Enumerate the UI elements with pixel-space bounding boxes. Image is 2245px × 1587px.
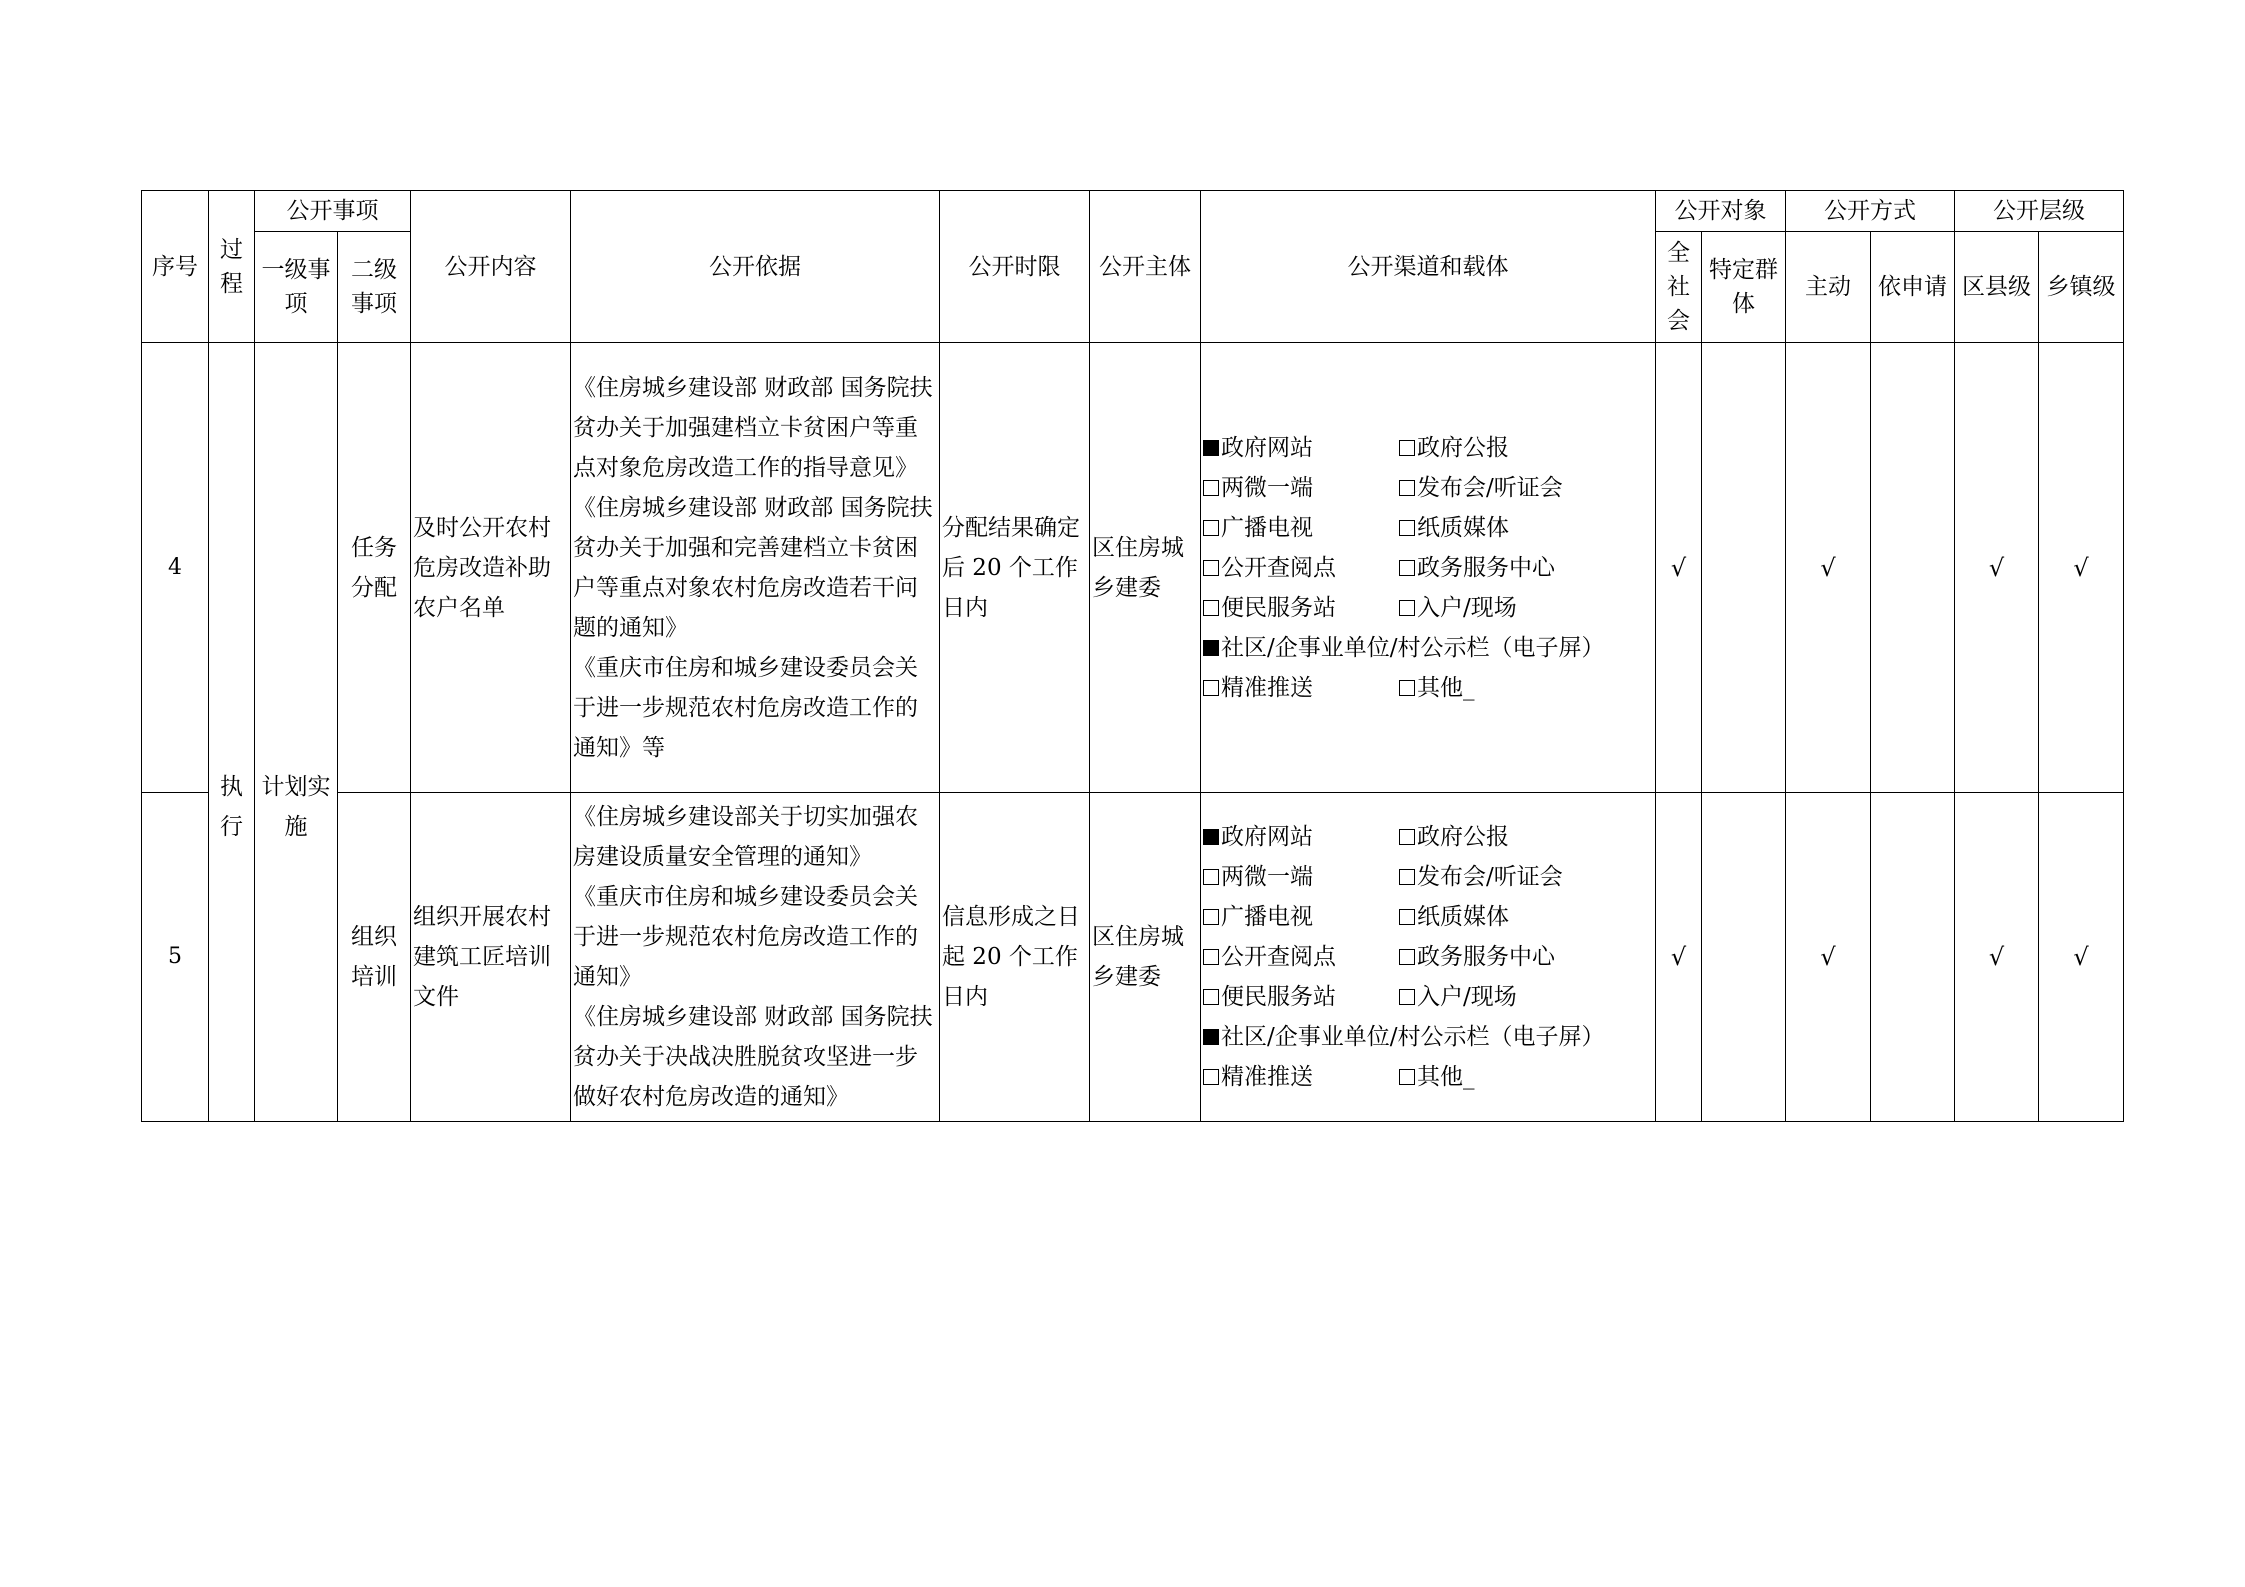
target-specific-mark (1702, 793, 1786, 1122)
header-target-specific: 特定群体 (1702, 232, 1786, 343)
channel-label: 入户/现场 (1417, 984, 1517, 1010)
channel-label: 政府网站 (1221, 824, 1313, 850)
channel-option (1399, 977, 1656, 1017)
method-active-mark: √ (1786, 343, 1871, 793)
channel-option (1399, 817, 1656, 857)
unchecked-box-icon (1203, 680, 1219, 696)
unchecked-box-icon (1203, 869, 1219, 885)
header-level1: 一级事项 (255, 232, 338, 343)
channel-option (1399, 548, 1656, 588)
channel-option (1399, 468, 1656, 508)
channel-option (1399, 857, 1656, 897)
unchecked-box-icon (1399, 869, 1415, 885)
channel-option (1203, 508, 1399, 548)
level-town-mark: √ (2039, 793, 2124, 1122)
basis-cell (571, 793, 940, 1122)
checked-box-icon (1203, 440, 1219, 456)
disclosure-table (141, 190, 2124, 1122)
channel-label: 其他_ (1417, 1064, 1475, 1090)
header-time-limit: 公开时限 (940, 191, 1090, 343)
channel-option (1399, 937, 1656, 977)
channel-option (1399, 1057, 1656, 1097)
basis-document: 《住房城乡建设部 财政部 国务院扶贫办关于加强和完善建档立卡贫困户等重点对象农村危房改造若干问题的通知》 (573, 494, 933, 641)
subject-cell: 区住房城乡建委 (1090, 343, 1201, 793)
unchecked-box-icon (1399, 909, 1415, 925)
channel-label: 纸质媒体 (1417, 904, 1509, 930)
basis-cell (571, 343, 940, 793)
basis-document: 《住房城乡建设部 财政部 国务院扶贫办关于决战决胜脱贫攻坚进一步做好农村危房改造的通知》 (573, 1004, 933, 1110)
unchecked-box-icon (1399, 560, 1415, 576)
header-level2: 二级事项 (338, 232, 411, 343)
channel-label: 便民服务站 (1221, 594, 1336, 621)
level-district-mark: √ (1955, 343, 2039, 793)
channel-label: 社区/企事业单位/村公示栏（电子屏） (1221, 1024, 1605, 1050)
unchecked-box-icon (1203, 560, 1219, 576)
target-all-mark: √ (1656, 793, 1702, 1122)
time-limit-cell: 分配结果确定后 20 个工作日内 (940, 343, 1090, 793)
subject-cell: 区住房城乡建委 (1090, 793, 1201, 1122)
unchecked-box-icon (1399, 989, 1415, 1005)
channel-option (1203, 668, 1399, 708)
channel-label: 公开查阅点 (1221, 554, 1336, 581)
channel-list (1203, 817, 1653, 1097)
header-method-request: 依申请 (1871, 232, 1955, 343)
target-all-mark: √ (1656, 343, 1702, 793)
channel-label: 发布会/听证会 (1417, 864, 1563, 890)
channel-label: 政府网站 (1221, 434, 1313, 461)
checked-box-icon (1203, 640, 1219, 656)
time-limit-cell: 信息形成之日起 20 个工作日内 (940, 793, 1090, 1122)
channel-label: 公开查阅点 (1221, 944, 1336, 970)
channel-option (1203, 628, 1656, 668)
process-cell: 执行 (209, 343, 255, 1122)
method-active-mark: √ (1786, 793, 1871, 1122)
channel-label: 发布会/听证会 (1417, 474, 1563, 501)
header-seq: 序号 (142, 191, 209, 343)
level2-cell: 组织培训 (338, 793, 411, 1122)
channel-option (1399, 897, 1656, 937)
header-level-town: 乡镇级 (2039, 232, 2124, 343)
channel-label: 便民服务站 (1221, 984, 1336, 1010)
level-town-mark: √ (2039, 343, 2124, 793)
content-cell: 及时公开农村危房改造补助农户名单 (411, 343, 571, 793)
channel-label: 精准推送 (1221, 1064, 1313, 1090)
header-process: 过程 (209, 191, 255, 343)
level-district-mark: √ (1955, 793, 2039, 1122)
basis-document: 《重庆市住房和城乡建设委员会关于进一步规范农村危房改造工作的通知》等 (573, 654, 918, 761)
row-seq: 5 (142, 793, 209, 1122)
header-channels: 公开渠道和载体 (1201, 191, 1656, 343)
channel-option (1399, 588, 1656, 628)
channel-option (1203, 588, 1399, 628)
header-target-group: 公开对象 (1656, 191, 1786, 232)
channel-option (1203, 1017, 1656, 1057)
channel-label: 两微一端 (1221, 474, 1313, 501)
unchecked-box-icon (1399, 480, 1415, 496)
channel-label: 社区/企事业单位/村公示栏（电子屏） (1221, 634, 1605, 661)
header-basis: 公开依据 (571, 191, 940, 343)
header-method-group: 公开方式 (1786, 191, 1955, 232)
channel-option (1203, 1057, 1399, 1097)
channel-option (1399, 668, 1656, 708)
header-method-active: 主动 (1786, 232, 1871, 343)
table-header (142, 191, 2124, 343)
channel-option (1203, 857, 1399, 897)
table-body (142, 343, 2124, 1122)
unchecked-box-icon (1399, 600, 1415, 616)
channel-label: 其他_ (1417, 674, 1475, 701)
target-specific-mark (1702, 343, 1786, 793)
channel-label: 政务服务中心 (1417, 554, 1555, 581)
basis-document: 《重庆市住房和城乡建设委员会关于进一步规范农村危房改造工作的通知》 (573, 884, 918, 990)
unchecked-box-icon (1399, 680, 1415, 696)
channel-option (1399, 428, 1656, 468)
header-target-all: 全社会 (1656, 232, 1702, 343)
content-cell: 组织开展农村建筑工匠培训文件 (411, 793, 571, 1122)
header-level-group: 公开层级 (1955, 191, 2124, 232)
channel-label: 两微一端 (1221, 864, 1313, 890)
table-row (142, 343, 2124, 793)
channel-option (1203, 937, 1399, 977)
channel-option (1203, 468, 1399, 508)
level1-cell: 计划实施 (255, 343, 338, 1122)
channel-option (1203, 817, 1399, 857)
header-level-district: 区县级 (1955, 232, 2039, 343)
channel-option (1399, 508, 1656, 548)
header-content: 公开内容 (411, 191, 571, 343)
basis-document: 《住房城乡建设部关于切实加强农房建设质量安全管理的通知》 (573, 804, 918, 870)
channel-option (1203, 977, 1399, 1017)
basis-document: 《住房城乡建设部 财政部 国务院扶贫办关于加强建档立卡贫困户等重点对象危房改造工作的指导意见》 (573, 374, 933, 481)
header-subject: 公开主体 (1090, 191, 1201, 343)
unchecked-box-icon (1203, 520, 1219, 536)
method-request-mark (1871, 343, 1955, 793)
channel-option (1203, 428, 1399, 468)
row-seq: 4 (142, 343, 209, 793)
unchecked-box-icon (1399, 1069, 1415, 1085)
header-items-group: 公开事项 (255, 191, 411, 232)
channel-label: 政府公报 (1417, 824, 1509, 850)
unchecked-box-icon (1203, 1069, 1219, 1085)
level2-cell: 任务分配 (338, 343, 411, 793)
checked-box-icon (1203, 1029, 1219, 1045)
channels-cell (1201, 793, 1656, 1122)
channel-option (1203, 548, 1399, 588)
channel-label: 广播电视 (1221, 514, 1313, 541)
unchecked-box-icon (1203, 480, 1219, 496)
unchecked-box-icon (1203, 600, 1219, 616)
channel-option (1203, 897, 1399, 937)
checked-box-icon (1203, 829, 1219, 845)
unchecked-box-icon (1203, 989, 1219, 1005)
table-row (142, 793, 2124, 1122)
unchecked-box-icon (1399, 949, 1415, 965)
channel-label: 入户/现场 (1417, 594, 1517, 621)
channel-label: 政务服务中心 (1417, 944, 1555, 970)
channel-list (1203, 428, 1653, 708)
channel-label: 精准推送 (1221, 674, 1313, 701)
channels-cell (1201, 343, 1656, 793)
channel-label: 广播电视 (1221, 904, 1313, 930)
unchecked-box-icon (1399, 520, 1415, 536)
channel-label: 纸质媒体 (1417, 514, 1509, 541)
unchecked-box-icon (1399, 440, 1415, 456)
unchecked-box-icon (1203, 909, 1219, 925)
channel-label: 政府公报 (1417, 434, 1509, 461)
method-request-mark (1871, 793, 1955, 1122)
unchecked-box-icon (1399, 829, 1415, 845)
unchecked-box-icon (1203, 949, 1219, 965)
